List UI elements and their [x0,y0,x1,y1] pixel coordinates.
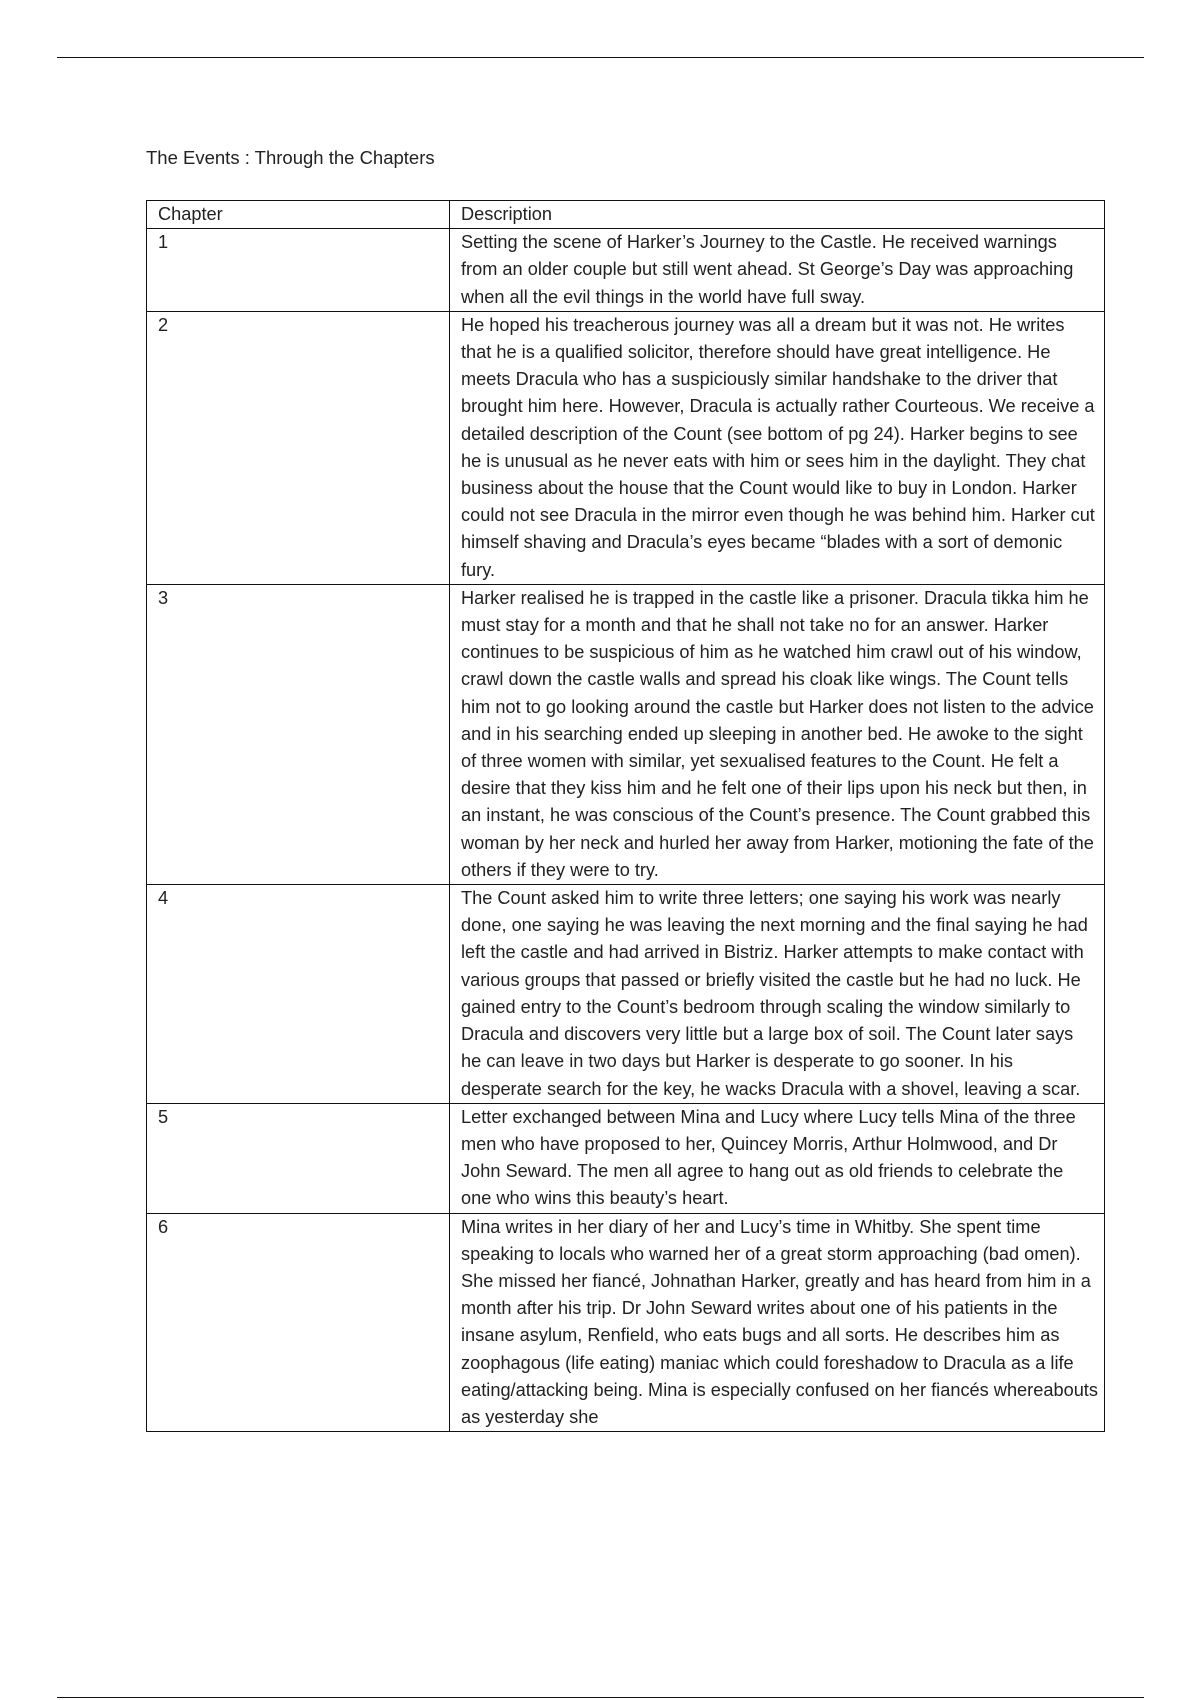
chapter-number: 1 [147,229,450,312]
document-title: The Events : Through the Chapters [146,147,435,168]
chapter-number: 5 [147,1103,450,1213]
chapter-description: Setting the scene of Harker’s Journey to the Castle. He received warnings from an older couple but still went ahead. St George’s Day was approaching when all the evil things in the world have full sway. [450,229,1105,312]
chapter-description: Mina writes in her diary of her and Lucy’s time in Whitby. She spent time speaking to locals who warned her of a great storm approaching (bad omen). She missed her fiancé, Johnathan Harker, greatly and has heard from him in a month after his trip. Dr John Seward writes about one of his patients in the insane asylum, Renfield, who eats bugs and all sorts. He describes him as zoophagous (life eating) maniac which could foreshadow to Dracula as a life eating/attacking being. Mina is especially confused on her fiancés whereabouts as yesterday she [450,1213,1105,1432]
table-row [147,229,1105,312]
table-row [147,1103,1105,1213]
chapter-description: Letter exchanged between Mina and Lucy where Lucy tells Mina of the three men who have proposed to her, Quincey Morris, Arthur Holmwood, and Dr John Seward. The men all agree to hang out as old friends to celebrate the one who wins this beauty’s heart. [450,1103,1105,1213]
chapter-description: He hoped his treacherous journey was all a dream but it was not. He writes that he is a qualified solicitor, therefore should have great intelligence. He meets Dracula who has a suspiciously similar handshake to the driver that brought him here. However, Dracula is actually rather Courteous. We receive a detailed description of the Count (see bottom of pg 24). Harker begins to see he is unusual as he never eats with him or sees him in the daylight. They chat business about the house that the Count would like to buy in London. Harker could not see Dracula in the mirror even though he was behind him. Harker cut himself shaving and Dracula’s eyes became “blades with a sort of demonic fury. [450,311,1105,584]
chapter-number: 4 [147,885,450,1104]
description-column-header: Description [450,201,1105,229]
chapter-number: 3 [147,584,450,884]
chapter-description: The Count asked him to write three letters; one saying his work was nearly done, one saying he was leaving the next morning and the final saying he had left the castle and had arrived in Bistriz. Harker attempts to make contact with various groups that passed or briefly visited the castle but he had no luck. He gained entry to the Count’s bedroom through scaling the window similarly to Dracula and discovers very little but a large box of soil. The Count later says he can leave in two days but Harker is desperate to go sooner. In his desperate search for the key, he wacks Dracula with a shovel, leaving a scar. [450,885,1105,1104]
chapter-number: 6 [147,1213,450,1432]
chapter-column-header: Chapter [147,201,450,229]
table-row [147,311,1105,584]
top-rule [57,57,1144,58]
table-row [147,1213,1105,1432]
chapter-number: 2 [147,311,450,584]
table-header-row [147,201,1105,229]
bottom-rule [57,1697,1144,1698]
table-row [147,885,1105,1104]
chapter-description: Harker realised he is trapped in the castle like a prisoner. Dracula tikka him he must stay for a month and that he shall not take no for an answer. Harker continues to be suspicious of him as he watched him crawl out of his window, crawl down the castle walls and spread his cloak like wings. The Count tells him not to go looking around the castle but Harker does not listen to the advice and in his searching ended up sleeping in another bed. He awoke to the sight of three women with similar, yet sexualised features to the Count. He felt a desire that they kiss him and he felt one of their lips upon his neck but then, in an instant, he was conscious of the Count’s presence. The Count grabbed this woman by her neck and hurled her away from Harker, motioning the fate of the others if they were to try. [450,584,1105,884]
chapters-table [146,200,1105,1432]
table-row [147,584,1105,884]
